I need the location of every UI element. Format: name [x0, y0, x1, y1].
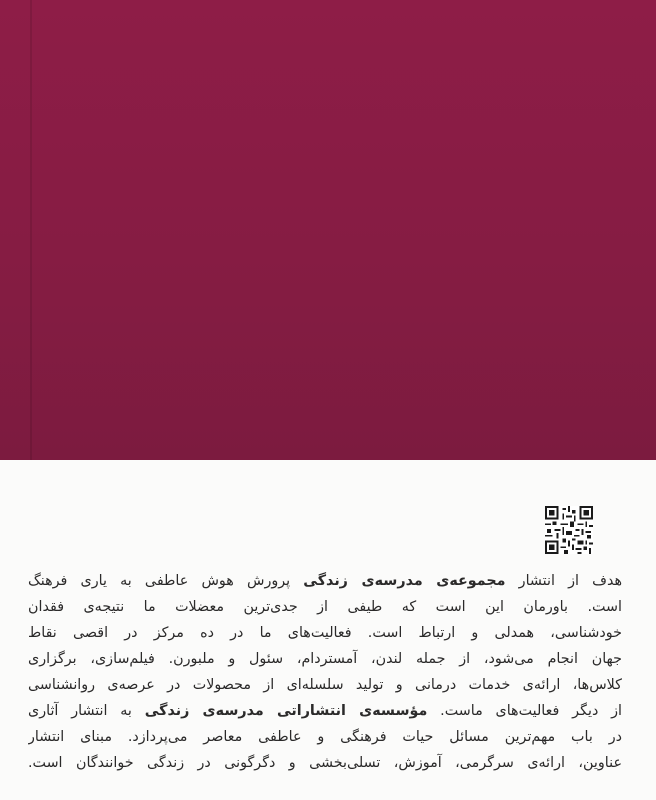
blurb-text: از دیگر فعالیت‌های ماست.	[427, 703, 622, 719]
blurb-text: به انتشار آثاری	[28, 703, 145, 719]
blurb-text: خودشناسی، همدلی و ارتباط است. فعالیت‌های ما در ده مرکز در اقصی نقاط	[28, 625, 622, 641]
qr-code-icon	[545, 506, 593, 554]
blurb-bold-phrase: مجموعه‌ی مدرسه‌ی زندگی	[303, 573, 506, 589]
blurb-line	[28, 646, 622, 672]
blurb-line	[28, 724, 622, 750]
blurb-line	[28, 594, 622, 620]
blurb-text: هدف از انتشار	[505, 573, 622, 589]
blurb-text: در باب مهم‌ترین مسائل حیات فرهنگی و عاطفی معاصر می‌پردازد. مبنای انتشار	[28, 729, 622, 745]
blurb-line	[28, 672, 622, 698]
blurb-line	[28, 698, 622, 724]
blurb-bold-phrase: مؤسسه‌ی انتشاراتی مدرسه‌ی زندگی	[144, 703, 428, 719]
blurb-line	[28, 620, 622, 646]
blurb-text: است. باورمان این است که طیفی از جدی‌ترین معضلات ما نتیجه‌ی فقدان	[28, 599, 622, 615]
back-cover-blurb	[28, 568, 622, 776]
blurb-text: کلاس‌ها، ارائه‌ی خدمات درمانی و تولید سلسله‌ای از محصولات در عرصه‌ی روانشناسی	[28, 677, 622, 693]
blurb-text: عناوین، ارائه‌ی سرگرمی، آموزش، تسلی‌بخشی و دگرگونی در زندگی خوانندگان است.	[28, 755, 622, 771]
blurb-line	[28, 750, 622, 776]
blurb-line	[28, 568, 622, 594]
spine-fold-line	[30, 0, 32, 460]
blurb-text: جهان انجام می‌شود، از جمله لندن، آمستردام، سئول و ملبورن. فیلم‌سازی، برگزاری	[28, 651, 622, 667]
blurb-text: پرورش هوش عاطفی به یاری فرهنگ	[28, 573, 304, 589]
